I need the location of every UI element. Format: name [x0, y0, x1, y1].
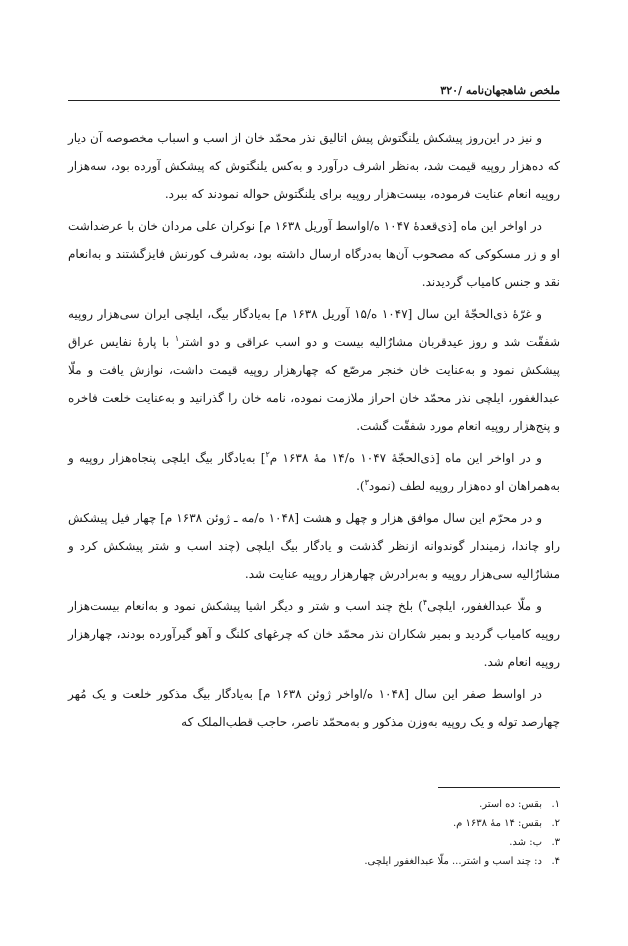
footnote-rule	[438, 787, 560, 788]
paragraph: در اواخر این ماه [ذی‌قعدهٔ ۱۰۴۷ ه/اواسط آوریل ۱۶۳۸ م] نوکران علی مردان خان با عرضداشت او و زر مسکوکی که مصحوب آن‌ها به‌درگاه ارسال داشته بود، به‌شرف کورنش فایزگشتند و به‌انعام نقد و جنس کامیاب گردیدند.	[68, 219, 560, 289]
footnote-text: د: چند اسب و اشتر... ملّا عبدالغفور ایلچی.	[364, 856, 542, 867]
page-header	[68, 78, 560, 100]
footnote-number: ۲.	[551, 818, 560, 829]
footnotes	[68, 795, 560, 871]
footnote-ref[interactable]: ۲	[265, 450, 270, 459]
footnote	[68, 795, 560, 814]
body-text	[68, 124, 560, 736]
paragraph: و در محرّم این سال موافق هزار و چهل و هشت [۱۰۴۸ ه/مه ـ ژوئن ۱۶۳۸ م] چهار فیل پیشکش راو چاندا، زمیندار گوندوانه ازنظر گذشت و یادگار بیگ ایلچی (چند اسب و شتر پیشکش کرد و مشارٌالیه سی‌هزار روپیه و به‌برادرش چهارهزار روپیه عنایت شد.	[68, 511, 560, 581]
footnote-ref[interactable]: ۱	[174, 334, 180, 343]
header-rule	[68, 100, 560, 101]
footnote-ref[interactable]: ۴	[422, 598, 428, 607]
footnote	[68, 833, 560, 852]
footnote-text: بقس: ۱۴ مهٔ ۱۶۳۸ م.	[452, 818, 542, 829]
footnote	[68, 814, 560, 833]
footnote	[68, 852, 560, 871]
footnote-ref[interactable]: ۳	[364, 478, 369, 487]
paragraph: و در اواخر این ماه [ذی‌الحجّهٔ ۱۰۴۷ ه/۱۴ مهٔ ۱۶۳۸ م$^۲$] به‌یادگار بیگ ایلچی پنجاه‌هزار روپیه و به‌همراهان او ده‌هزار روپیه لطف (نمود$^۳$).	[68, 450, 560, 493]
paragraph: و ملّا عبدالغفور، ایلچی$^۴$) بلخ چند اسب و شتر و دیگر اشیا پیشکش نمود و به‌انعام بیست‌هزار روپیه کامیاب گردید و بمیر شکاران نذر محمّد خان که چرغهای کلنگ و آهو گیرآورده بودند، چهارهزار روپیه انعام شد.	[68, 598, 560, 669]
running-title: ملخص شاهجهان‌نامه /۳۲۰	[440, 84, 560, 97]
footnote-number: ۱.	[551, 799, 560, 810]
footnote-text: ب: شد.	[509, 837, 542, 848]
paragraph: و غرّهٔ ذی‌الحجّهٔ این سال [۱۰۴۷ ه/۱۵ آوریل ۱۶۳۸ م] به‌یادگار بیگ، ایلچی ایران سی‌هزار روپیه شفقّت شد و روز عیدقربان مشارٌالیه بیست و دو اسب عراقی و دو اشتر$^۱$ با پارهٔ نفایس عراق پیشکش نمود و به‌عنایت خان خنجر مرصّع که چهارهزار روپیه قیمت داشت، نوازش یافت و ملّا عبدالغفور، ایلچی نذر محمّد خان احراز ملازمت نموده، نامه خان را گذرانید و به‌عنایت خلعت فاخره و پنج‌هزار روپیه انعام مورد شفقّت گشت.	[68, 307, 560, 433]
footnote-number: ۳.	[551, 837, 560, 848]
footnote-number: ۴.	[551, 856, 560, 867]
paragraph: و نیز در این‌روز پیشکش یلنگتوش پیش اتالیق نذر محمّد خان از اسب و اسباب مخصوصه آن دیار که ده‌هزار روپیه قیمت شد، به‌نظر اشرف درآورد و به‌کس یلنگتوش که پیشکش آورده بود، سه‌هزار روپیه انعام عنایت فرموده، بیست‌هزار روپیه برای یلنگتوش حواله نمودند که ببرد.	[68, 131, 560, 201]
paragraph: در اواسط صفر این سال [۱۰۴۸ ه/اواخر ژوئن ۱۶۳۸ م] به‌یادگار بیگ مذکور خلعت و یک مُهر چهارصد توله و یک روپیه به‌وزن مذکور و به‌محمّد ناصر، حاجب قطب‌الملک که	[68, 687, 560, 729]
footnote-text: بقس: ده استر.	[479, 799, 542, 810]
